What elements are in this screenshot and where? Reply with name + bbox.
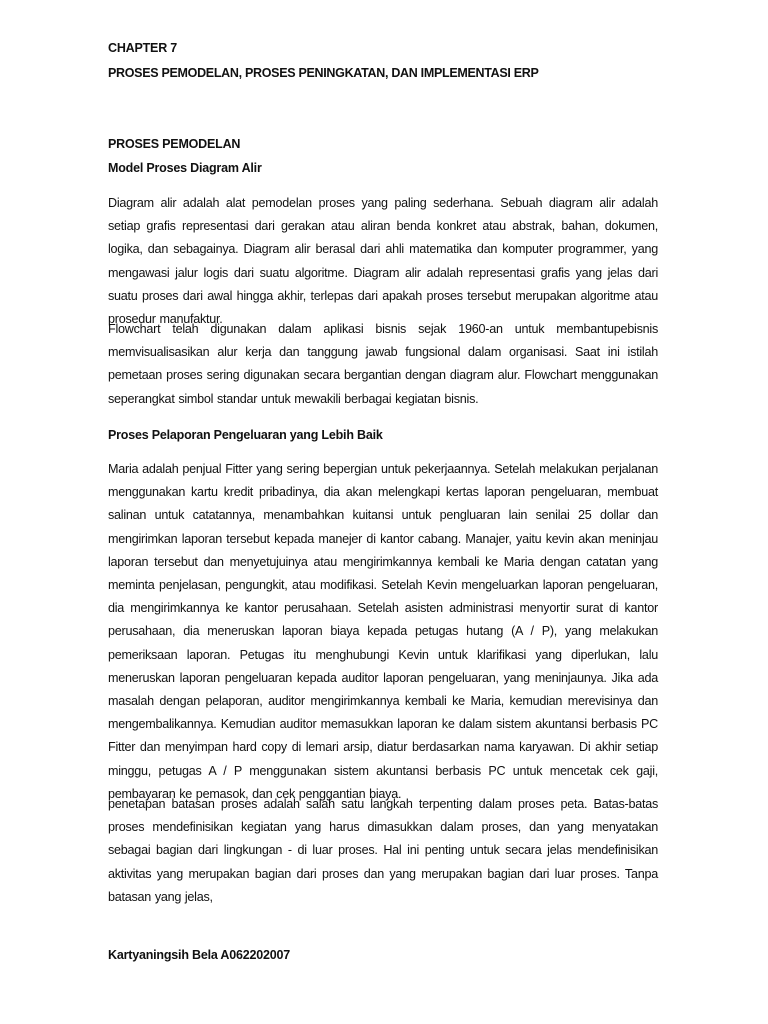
section-heading: PROSES PEMODELAN — [108, 137, 241, 151]
chapter-number: CHAPTER 7 — [108, 41, 178, 55]
subheading-flowchart-model: Model Proses Diagram Alir — [108, 161, 262, 175]
footer-author: Kartyaningsih Bela A062202007 — [108, 948, 291, 962]
paragraph-flowchart: Flowchart telah digunakan dalam aplikasi bisnis sejak 1960-an untuk membantupebisnis memvisualisasikan alur kerja dan tanggung jawab fungsional dalam organisasi. Saat ini istilah pemetaan proses sering digunakan secara bergantian dengan diagram alur. Flowchart menggunakan seperangkat simbol standar untuk mewakili berbagai kegiatan bisnis. — [108, 322, 658, 406]
paragraph-process-boundaries: penetapan batasan proses adalah salah satu langkah terpenting dalam proses peta. Batas-batas proses mendefinisikan kegiatan yang harus dimasukkan dalam proses, dan yang menyatakan sebagai bagian dari lingkungan - di luar proses. Hal ini penting untuk secara jelas mendefinisikan aktivitas yang merupakan bagian dari proses dan yang merupakan bagian dari luar proses. Tanpa batasan yang jelas, — [108, 797, 658, 904]
subheading-expense-reporting: Proses Pelaporan Pengeluaran yang Lebih Baik — [108, 428, 383, 442]
paragraph-maria-example: Maria adalah penjual Fitter yang sering bepergian untuk pekerjaannya. Setelah melakukan perjalanan menggunakan kartu kredit pribadinya, dia akan melengkapi kertas laporan pengeluaran, membuat salinan untuk catatannya, menambahkan kuitansi untuk pengluaran lain senilai 25 dollar dan mengirimkan laporan tersebut kepada manejer di kantor cabang. Manajer, yaitu kevin akan meninjau laporan tersebut dan menyetujuinya atau mengirimkannya kembali ke Maria dengan catatan yang meminta penjelasan, pengungkit, atau modifikasi. Setelah Kevin mengeluarkan laporan pengeluaran, dia mengirimkannya ke kantor perusahaan. Setelah asisten administrasi menyortir surat di kantor perusahaan, dia meneruskan laporan biaya kepada petugas hutang (A / P), yang melakukan pemeriksaan laporan. Petugas itu menghubungi Kevin untuk klarifikasi yang diperlukan, lalu meneruskan laporan pengeluaran kepada auditor laporan pengeluaran, yang meninjaunya. Jika ada masalah dengan pelaporan, auditor mengirimkannya kembali ke Maria, kemudian merevisinya dan mengembalikannya. Kemudian auditor memasukkan laporan ke dalam sistem akuntansi berbasis PC Fitter dan menyimpan hard copy di lemari arsip, diatur berdasarkan nama karyawan. Di akhir setiap minggu, petugas A / P menggunakan sistem akuntansi berbasis PC untuk mencetak cek gaji, pembayaran ke pemasok, dan cek penggantian biaya. — [108, 462, 658, 801]
chapter-title: PROSES PEMODELAN, PROSES PENINGKATAN, DAN IMPLEMENTASI ERP — [108, 66, 539, 80]
document-page — [108, 0, 658, 1024]
paragraph-diagram-alir: Diagram alir adalah alat pemodelan proses yang paling sederhana. Sebuah diagram alir adalah setiap grafis representasi dari gerakan atau aliran benda konkret atau abstrak, bahan, dokumen, logika, dan sebagainya. Diagram alir berasal dari ahli matematika dan komputer programmer, yang mengawasi jalur logis dari suatu algoritme. Diagram alir adalah representasi grafis yang jelas dari suatu proses dari awal hingga akhir, terlepas dari apakah proses tersebut merupakan algoritme atau prosedur manufaktur. — [108, 196, 658, 327]
